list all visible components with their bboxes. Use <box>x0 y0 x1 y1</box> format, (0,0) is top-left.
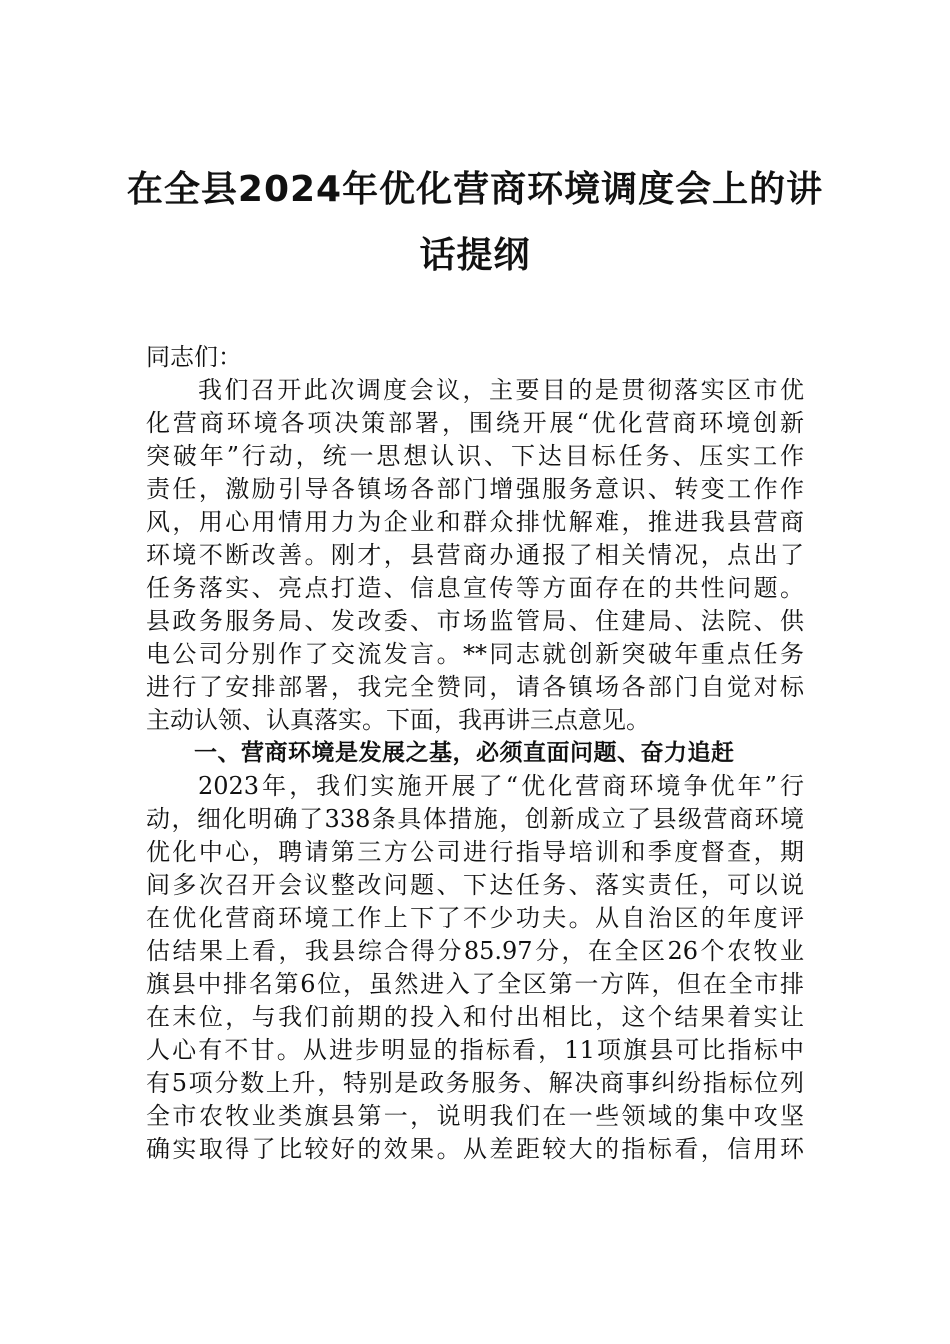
paragraph-line: 进行了安排部署，我完全赞同，请各镇场各部门自觉对标 <box>146 673 804 701</box>
paragraph-line: 环境不断改善。刚才，县营商办通报了相关情况，点出了 <box>146 541 804 569</box>
paragraph-line: 主动认领、认真落实。下面，我再讲三点意见。 <box>146 706 650 734</box>
paragraph-line: 在优化营商环境工作上下了不少功夫。从自治区的年度评 <box>146 904 804 932</box>
paragraph-line: 风，用心用情用力为企业和群众排忧解难，推进我县营商 <box>146 508 804 536</box>
paragraph-line: 估结果上看，我县综合得分85.97分，在全区26个农牧业 <box>146 937 804 965</box>
paragraph-line: 我们召开此次调度会议，主要目的是贯彻落实区市优 <box>198 376 804 404</box>
paragraph-line: 全市农牧业类旗县第一，说明我们在一些领域的集中攻坚 <box>146 1102 804 1130</box>
paragraph-line: 电公司分别作了交流发言。**同志就创新突破年重点任务 <box>146 640 804 668</box>
section-heading: 一、营商环境是发展之基，必须直面问题、奋力追赶 <box>194 740 735 766</box>
paragraph-line: 化营商环境各项决策部署，围绕开展“优化营商环境创新 <box>146 409 804 437</box>
paragraph-line: 动，细化明确了338条具体措施，创新成立了县级营商环境 <box>146 805 804 833</box>
document-title-line-1: 在全县2024年优化营商环境调度会上的讲 <box>126 169 824 210</box>
paragraph-line: 旗县中排名第6位，虽然进入了全区第一方阵，但在全市排 <box>146 970 804 998</box>
paragraph-line: 2023年，我们实施开展了“优化营商环境争优年”行 <box>198 772 804 800</box>
paragraph-line: 有5项分数上升，特别是政务服务、解决商事纠纷指标位列 <box>146 1069 804 1097</box>
salutation: 同志们： <box>146 343 242 371</box>
paragraph-line: 优化中心，聘请第三方公司进行指导培训和季度督查，期 <box>146 838 804 866</box>
paragraph-line: 任务落实、亮点打造、信息宣传等方面存在的共性问题。 <box>146 574 804 602</box>
paragraph-line: 县政务服务局、发改委、市场监管局、住建局、法院、供 <box>146 607 804 635</box>
document-title-line-2: 话提纲 <box>419 235 531 276</box>
paragraph-line: 间多次召开会议整改问题、下达任务、落实责任，可以说 <box>146 871 804 899</box>
paragraph-line: 在末位，与我们前期的投入和付出相比，这个结果着实让 <box>146 1003 804 1031</box>
paragraph-line: 突破年”行动，统一思想认识、下达目标任务、压实工作 <box>146 442 804 470</box>
paragraph-line: 人心有不甘。从进步明显的指标看，11项旗县可比指标中 <box>146 1036 804 1064</box>
paragraph-line: 确实取得了比较好的效果。从差距较大的指标看，信用环 <box>146 1135 804 1163</box>
paragraph-line: 责任，激励引导各镇场各部门增强服务意识、转变工作作 <box>146 475 804 503</box>
